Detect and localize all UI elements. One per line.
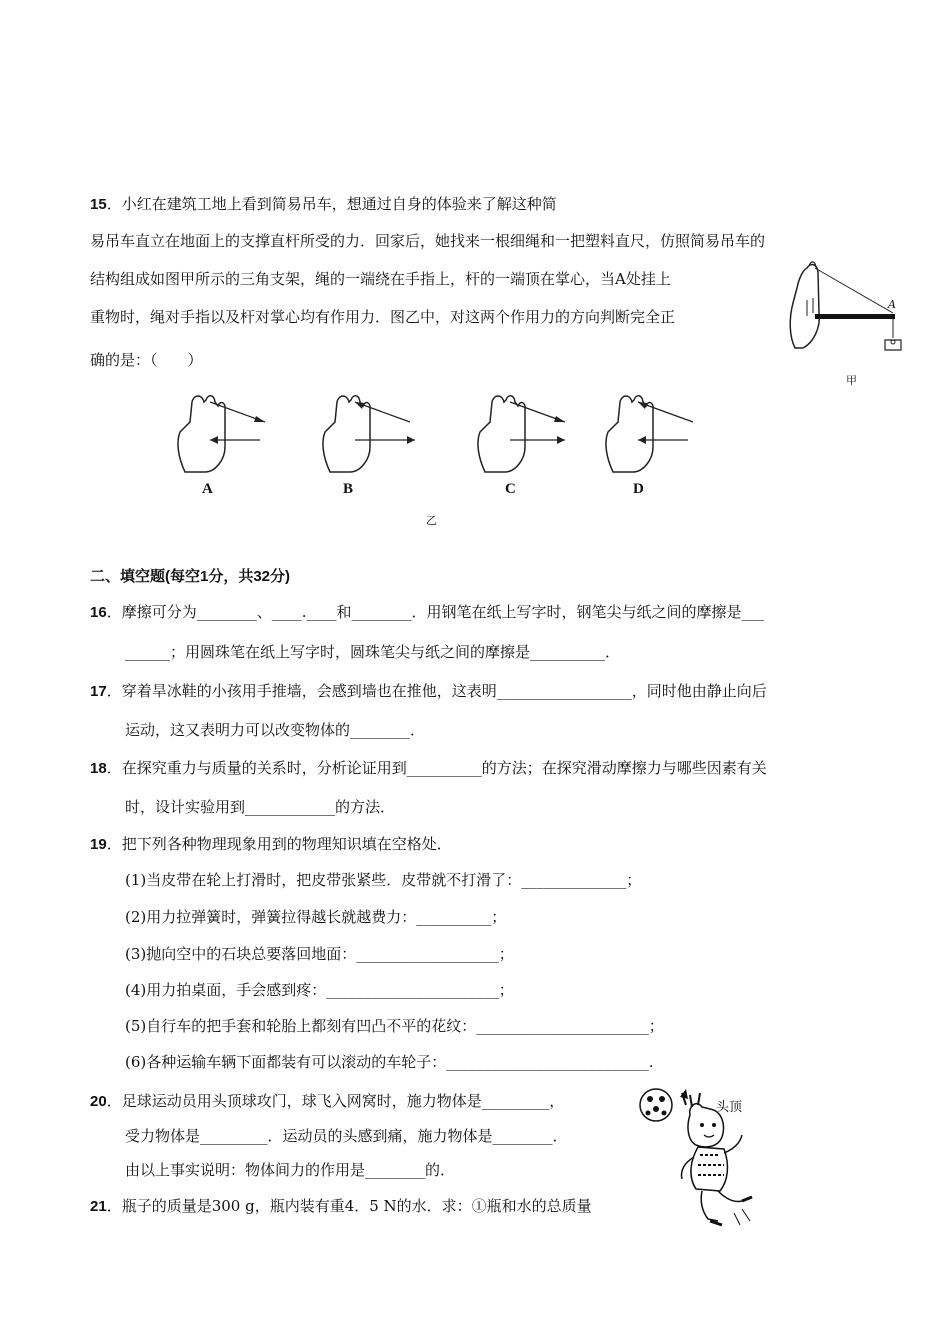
q15-line3: 结构组成如图甲所示的三角支架，绳的一端绕在手指上，杆的一端顶在掌心，当A处挂上 [90, 270, 671, 288]
q15-line4: 重物时，绳对手指以及杆对掌心均有作用力．图乙中，对这两个作用力的方向判断完全正 [90, 308, 676, 326]
q18-number: 18 [90, 760, 107, 777]
option-d-diagram [598, 392, 708, 477]
q16-line1 [90, 601, 764, 622]
q19-item-1: (1)当皮带在轮上打滑时，把皮带张紧些．皮带就不打滑了：______________； [125, 871, 642, 889]
q21-line1 [90, 1195, 592, 1216]
option-c-label: C [505, 481, 516, 497]
q21-number: 21 [90, 1198, 107, 1215]
q18-line2: 时，设计实验用到____________的方法． [125, 798, 396, 816]
option-a-label: A [202, 481, 213, 497]
figure-jia-point-a: A [888, 298, 896, 311]
q18-text-1: ．在探究重力与质量的关系时，分析论证用到__________的方法；在探究滑动摩擦力与哪些因素有关 [106, 759, 767, 777]
option-b-diagram [315, 392, 425, 477]
option-a-diagram [170, 392, 280, 477]
option-d-label: D [633, 481, 644, 497]
q20-line2: 受力物体是_________．运动员的头感到痛，施力物体是________． [125, 1127, 568, 1145]
figure-yi-label: 乙 [426, 514, 437, 527]
q15-line5: 确的是：（ ） [90, 351, 203, 369]
option-c-diagram [470, 392, 580, 477]
q19-item-4: (4)用力拍桌面，手会感到疼：_______________________； [125, 981, 514, 999]
q20-line1 [90, 1090, 564, 1111]
q19-number: 19 [90, 836, 107, 853]
q15-line1 [90, 193, 557, 214]
q19-intro-text: ．把下列各种物理现象用到的物理知识填在空格处． [106, 835, 452, 853]
q16-number: 16 [90, 604, 107, 621]
q16-text-1: ．摩擦可分为________、____.____和________．用钢笔在纸上写字时，钢笔尖与纸之间的摩擦是___ [106, 603, 764, 621]
q19-item-5: (5)自行车的把手套和轮胎上都刻有凹凸不平的花纹：_______________________； [125, 1017, 664, 1035]
q17-line1 [90, 680, 767, 701]
q19-intro [90, 833, 452, 854]
q18-line1 [90, 757, 767, 778]
section-2-heading: 二、填空题(每空1分，共32分) [90, 568, 291, 585]
figure-header-label: 头顶 [716, 1100, 743, 1115]
q21-text-1: ．瓶子的质量是300 g，瓶内装有重4．5 N的水．求：①瓶和水的总质量 [106, 1197, 592, 1215]
q19-item-2: (2)用力拉弹簧时，弹簧拉得越长就越费力：__________； [125, 908, 507, 926]
q15-number: 15 [90, 196, 107, 213]
q20-text-1: ．足球运动员用头顶球攻门，球飞入网窝时，施力物体是_________， [106, 1092, 565, 1110]
q17-text-1: ．穿着旱冰鞋的小孩用手推墙，会感到墙也在推他，这表明__________________，同时他由静止向后 [106, 682, 767, 700]
q19-item-3: (3)抛向空中的石块总要落回地面：___________________； [125, 945, 514, 963]
q15-text-1: ．小红在建筑工地上看到简易吊车，想通过自身的体验来了解这种简 [106, 195, 557, 213]
figure-header-soccer-player [630, 1085, 800, 1235]
option-b-label: B [343, 481, 354, 497]
q15-line2: 易吊车直立在地面上的支撑直杆所受的力．回家后，她找来一根细绳和一把塑料直尺，仿照简易吊车的 [90, 232, 766, 250]
q19-item-6: (6)各种运输车辆下面都装有可以滚动的车轮子：___________________________. [125, 1053, 654, 1071]
figure-jia-hand-crane [785, 258, 905, 363]
q16-line2: ______；用圆珠笔在纸上写字时，圆珠笔尖与纸之间的摩擦是__________． [125, 643, 621, 661]
q17-line2: 运动，这又表明力可以改变物体的________． [125, 721, 426, 739]
figure-jia-label: 甲 [846, 374, 857, 387]
q20-line3: 由以上事实说明：物体间力的作用是________的． [125, 1161, 456, 1179]
q17-number: 17 [90, 683, 107, 700]
q20-number: 20 [90, 1093, 107, 1110]
